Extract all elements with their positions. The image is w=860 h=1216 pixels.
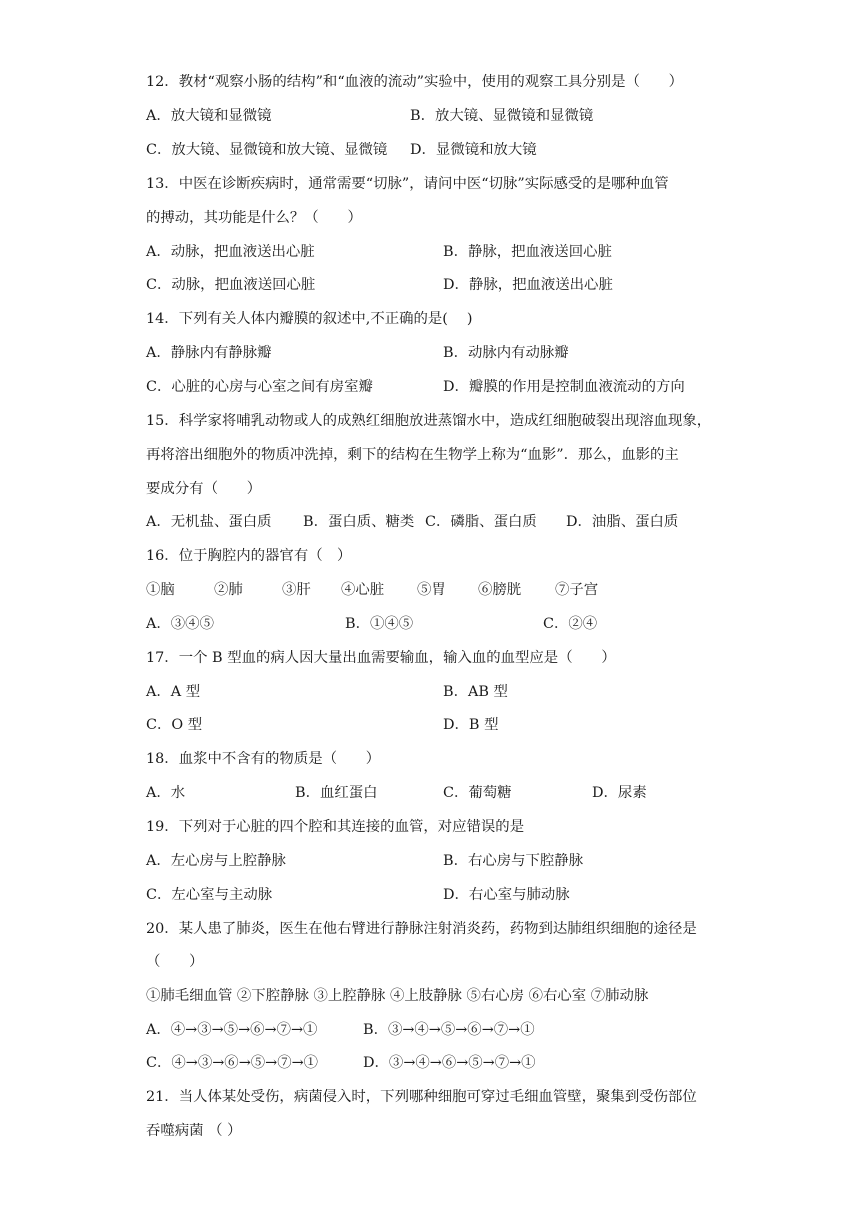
question-17-stem: 17．一个 B 型血的病人因大量出血需要输血，输入血的血型应是（ ） [146,650,616,666]
question-15-stem-line-3: 要成分有（ ） [146,481,262,497]
question-20-items: ①肺毛细血管 ②下腔静脉 ③上腔静脉 ④上肢静脉 ⑤右心房 ⑥右心室 ⑦肺动脉 [146,988,649,1004]
question-17-option-d: D．B 型 [443,717,499,733]
question-15-option-d: D．油脂、蛋白质 [566,514,679,530]
question-16-option-a: A．③④⑤ [146,616,214,632]
question-20-option-d: D．③→④→⑥→⑤→⑦→① [363,1055,536,1071]
question-13-stem-line-1: 13．中医在诊断疾病时，通常需要“切脉”，请问中医“切脉”实际感受的是哪种血管 [146,176,669,192]
question-16-stem: 16．位于胸腔内的器官有（ ） [146,548,352,564]
question-17-option-a: A．A 型 [146,684,201,700]
question-13-option-b: B．静脉，把血液送回心脏 [443,244,612,260]
question-13-stem-line-2: 的搏动，其功能是什么？（ ） [146,210,362,226]
question-20-stem-line-1: 20．某人患了肺炎，医生在他右臂进行静脉注射消炎药，药物到达肺组织细胞的途径是 [146,921,697,937]
question-13-option-c: C．动脉，把血液送回心脏 [146,277,316,293]
question-14-option-b: B．动脉内有动脉瓣 [443,345,569,361]
question-18-option-a: A．水 [146,785,186,801]
question-21-stem-line-2: 吞噬病菌 （ ） [146,1123,242,1139]
question-12-option-b: B．放大镜、显微镜和显微镜 [410,108,594,124]
question-20-stem-line-2: （ ） [146,954,204,970]
question-20-option-a: A．④→③→⑤→⑥→⑦→① [146,1022,318,1038]
question-12-option-c: C．放大镜、显微镜和放大镜、显微镜 [146,142,388,158]
question-16-option-b: B．①④⑤ [345,616,414,632]
question-21-stem-line-1: 21．当人体某处受伤，病菌侵入时，下列哪种细胞可穿过毛细血管壁，聚集到受伤部位 [146,1089,697,1105]
question-19-option-c: C．左心室与主动脉 [146,887,273,903]
question-18-option-d: D．尿素 [592,785,647,801]
question-18-option-b: B．血红蛋白 [295,785,378,801]
question-12-stem: 12．教材“观察小肠的结构”和“血液的流动”实验中，使用的观察工具分别是（ ） [146,74,684,90]
question-16-item-1: ①脑 [146,582,175,598]
question-16-item-4: ④心脏 [341,582,385,598]
question-17-option-b: B．AB 型 [443,684,508,700]
question-17-option-c: C．O 型 [146,717,203,733]
question-14-stem: 14．下列有关人体内瓣膜的叙述中,不正确的是( ) [146,311,473,327]
question-14-option-a: A．静脉内有静脉瓣 [146,345,272,361]
question-13-option-d: D．静脉，把血液送出心脏 [443,277,613,293]
question-14-option-d: D．瓣膜的作用是控制血液流动的方向 [443,379,685,395]
question-15-stem-line-2: 再将溶出细胞外的物质冲洗掉，剩下的结构在生物学上称为“血影”．那么，血影的主 [146,447,679,463]
question-18-stem: 18．血浆中不含有的物质是（ ） [146,751,381,767]
question-16-item-5: ⑤胃 [417,582,446,598]
question-15-option-a: A．无机盐、蛋白质 [146,514,272,530]
question-19-option-d: D．右心室与肺动脉 [443,887,570,903]
question-16-option-c: C．②④ [543,616,598,632]
question-20-option-c: C．④→③→⑥→⑤→⑦→① [146,1055,319,1071]
question-13-option-a: A．动脉，把血液送出心脏 [146,244,315,260]
question-16-item-7: ⑦子宫 [555,582,599,598]
question-14-option-c: C．心脏的心房与心室之间有房室瓣 [146,379,373,395]
question-15-option-c: C．磷脂、蛋白质 [425,514,537,530]
question-16-item-3: ③肝 [282,582,311,598]
question-15-option-b: B．蛋白质、糖类 [303,514,415,530]
question-19-option-b: B．右心房与下腔静脉 [443,853,584,869]
question-12-option-a: A．放大镜和显微镜 [146,108,272,124]
question-15-stem-line-1: 15．科学家将哺乳动物或人的成熟红细胞放进蒸馏水中，造成红细胞破裂出现溶血现象， [146,413,712,429]
question-12-option-d: D．显微镜和放大镜 [410,142,537,158]
question-19-option-a: A．左心房与上腔静脉 [146,853,286,869]
question-16-item-6: ⑥膀胱 [478,582,522,598]
question-19-stem: 19．下列对于心脏的四个腔和其连接的血管，对应错误的是 [146,819,525,835]
question-16-item-2: ②肺 [214,582,243,598]
question-18-option-c: C．葡萄糖 [443,785,512,801]
question-20-option-b: B．③→④→⑤→⑥→⑦→① [363,1022,535,1038]
